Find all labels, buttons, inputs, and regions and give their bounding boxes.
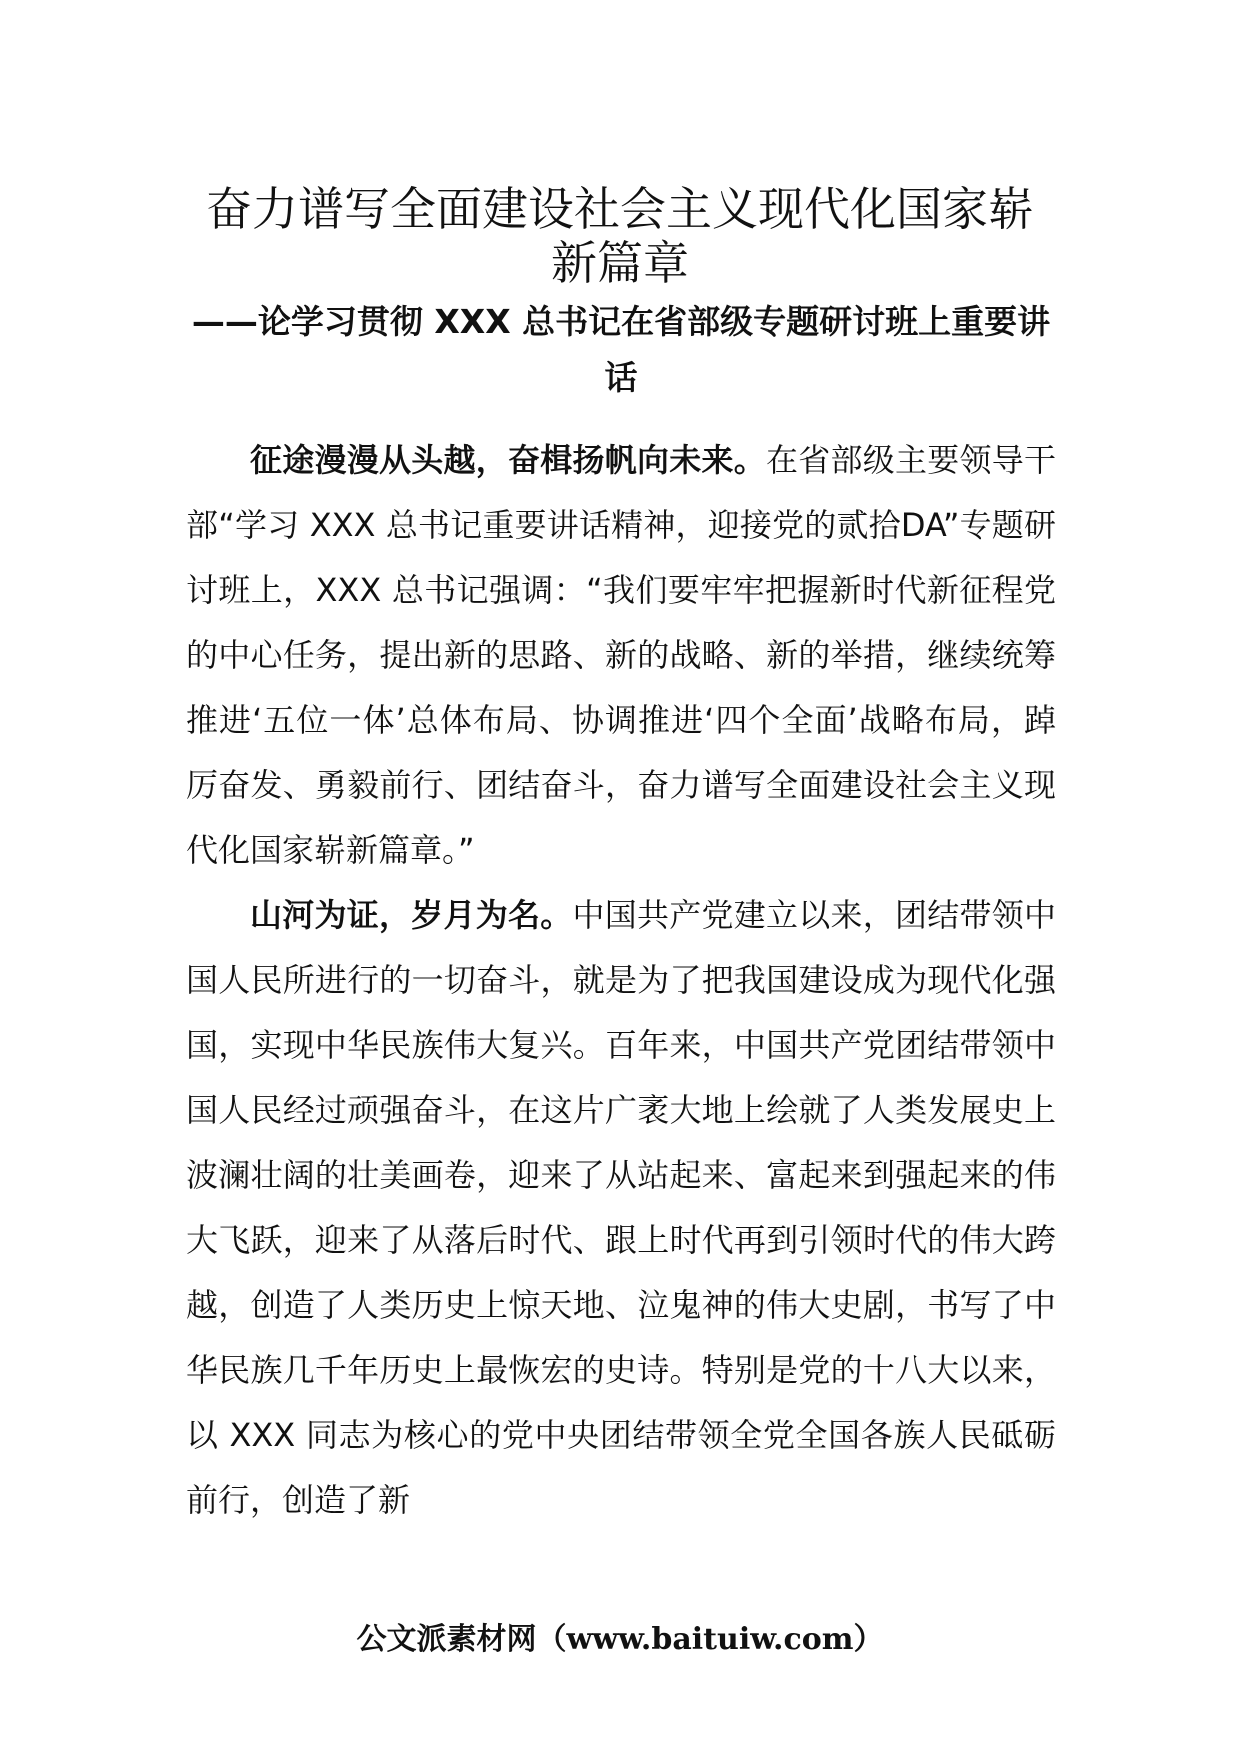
document-subtitle-line-1: ——论学习贯彻 XXX 总书记在省部级专题研讨班上重要讲: [191, 302, 1051, 341]
paragraph-2-lead: 山河为证，岁月为名。: [250, 896, 573, 934]
document-body: [186, 428, 1056, 1533]
paragraph-1: [186, 428, 1056, 883]
document-subtitle-line-2: 话: [604, 358, 638, 397]
paragraph-1-text: 在省部级主要领导干部“学习 XXX 总书记重要讲话精神，迎接党的贰拾DA”专题研讨班上，XXX 总书记强调：“我们要牢牢把握新时代新征程党的中心任务，提出新的思路、新的战略、新的举措，继续统筹推进‘五位一体’总体布局、协调推进‘四个全面’战略布局，踔厉奋发、勇毅前行、团结奋斗，奋力谱写全面建设社会主义现代化国家崭新篇章。”: [186, 441, 1056, 869]
document-title-line-2: 新篇章: [551, 236, 689, 290]
footer-watermark: 公文派素材网（www.baituiw.com）: [356, 1622, 884, 1657]
document-title-line-1: 奋力谱写全面建设社会主义现代化国家崭: [206, 182, 1034, 236]
paragraph-2: [186, 883, 1056, 1533]
paragraph-1-lead: 征途漫漫从头越，奋楫扬帆向未来。: [250, 441, 766, 479]
paragraph-2-text: 中国共产党建立以来，团结带领中国人民所进行的一切奋斗，就是为了把我国建设成为现代化强国，实现中华民族伟大复兴。百年来，中国共产党团结带领中国人民经过顽强奋斗，在这片广袤大地上绘就了人类发展史上波澜壮阔的壮美画卷，迎来了从站起来、富起来到强起来的伟大飞跃，迎来了从落后时代、跟上时代再到引领时代的伟大跨越，创造了人类历史上惊天地、泣鬼神的伟大史剧，书写了中华民族几千年历史上最恢宏的史诗。特别是党的十八大以来，以 XXX 同志为核心的党中央团结带领全党全国各族人民砥砺前行，创造了新: [186, 896, 1056, 1519]
